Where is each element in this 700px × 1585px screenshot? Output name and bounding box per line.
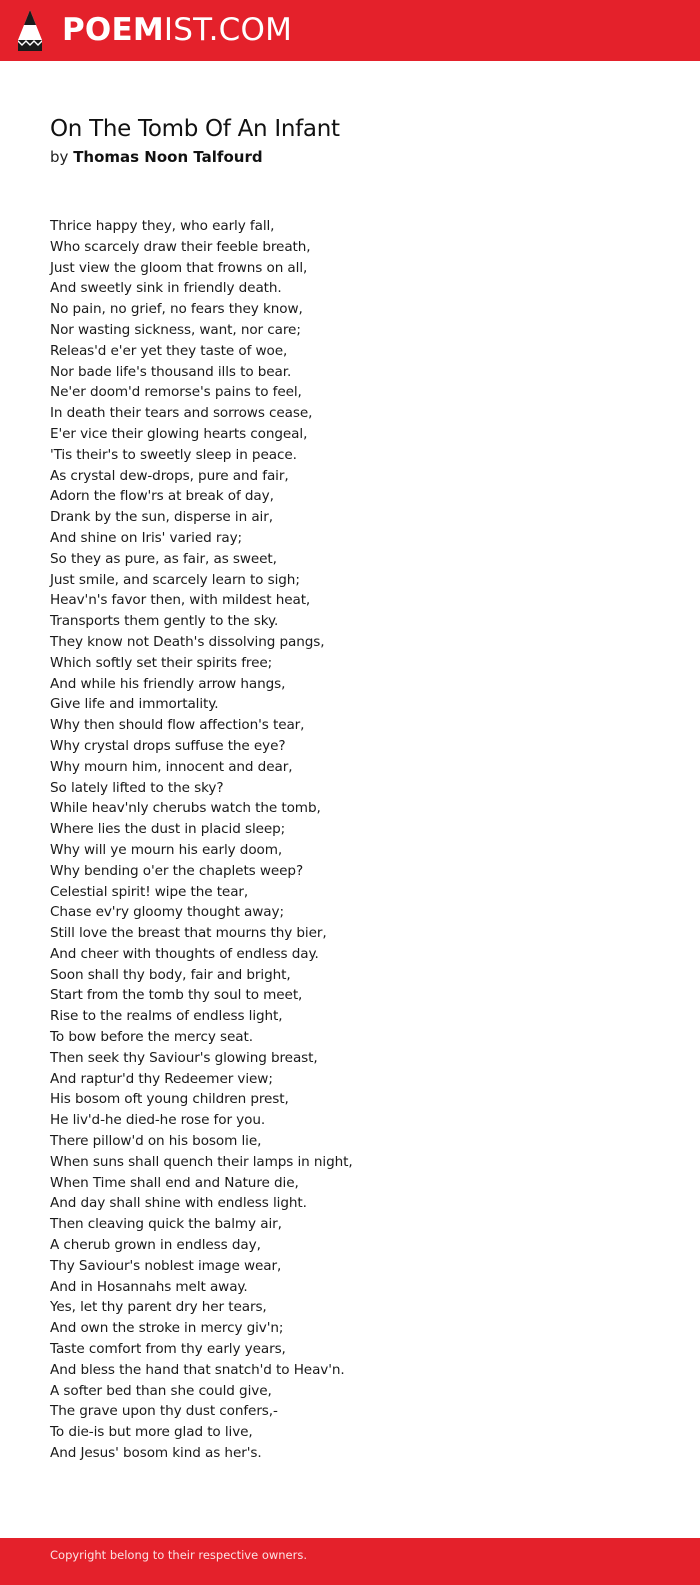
poem-line: Thy Saviour's noblest image wear, [50, 1257, 282, 1274]
poem-line: A cherub grown in endless day, [50, 1237, 261, 1254]
poem-line: He liv'd-he died-he rose for you. [50, 1112, 266, 1129]
poem-line: The grave upon thy dust confers,- [50, 1403, 278, 1420]
poem-line: Start from the tomb thy soul to meet, [50, 987, 303, 1004]
poem-line: Yes, let thy parent dry her tears, [50, 1299, 267, 1316]
poem-line: Thrice happy they, who early fall, [50, 218, 275, 234]
poem-line: Nor bade life's thousand ills to bear. [50, 363, 292, 380]
poem-line: And while his friendly arrow hangs, [50, 675, 286, 692]
poem-line: And shine on Iris' varied ray; [50, 529, 243, 546]
poem-line: Still love the breast that mourns thy bier, [50, 925, 327, 942]
poem-line: Drank by the sun, disperse in air, [50, 509, 273, 526]
poem-line: Just view the gloom that frowns on all, [50, 259, 308, 276]
poem-line: E'er vice their glowing hearts congeal, [50, 425, 308, 442]
poem-line: And day shall shine with endless light. [50, 1195, 307, 1212]
poem-title: On The Tomb Of An Infant [50, 116, 340, 142]
poem-line: Why then should flow affection's tear, [50, 717, 305, 734]
poem-line: In death their tears and sorrows cease, [50, 405, 313, 422]
site-footer [0, 1538, 700, 1585]
poem-line: When suns shall quench their lamps in night, [50, 1153, 353, 1170]
poem-line: Taste comfort from thy early years, [50, 1341, 286, 1358]
poem-line: They know not Death's dissolving pangs, [50, 633, 325, 650]
poem-line: Releas'd e'er yet they taste of woe, [50, 342, 288, 359]
poem-line: And in Hosannahs melt away. [50, 1278, 248, 1295]
poem-line: To die-is but more glad to live, [50, 1424, 253, 1441]
logo-bold-text: POEM [62, 12, 164, 48]
poem-line: Celestial spirit! wipe the tear, [50, 883, 249, 900]
poem-line: And sweetly sink in friendly death. [50, 280, 282, 297]
poem-line: Rise to the realms of endless light, [50, 1008, 283, 1025]
poem-line: Then seek thy Saviour's glowing breast, [50, 1049, 318, 1066]
poem-line: There pillow'd on his bosom lie, [50, 1133, 262, 1150]
poem-line: Why crystal drops suffuse the eye? [50, 737, 286, 754]
poem-line: A softer bed than she could give, [50, 1382, 272, 1399]
poem-body [50, 216, 353, 1464]
poem-line: Soon shall thy body, fair and bright, [50, 966, 291, 983]
poem-line: So they as pure, as fair, as sweet, [50, 550, 277, 567]
site-logo-link[interactable] [62, 12, 292, 48]
poem-line: Chase ev'ry gloomy thought away; [50, 904, 284, 921]
poem-line: Why bending o'er the chaplets weep? [50, 862, 304, 879]
poem-line: Then cleaving quick the balmy air, [50, 1216, 282, 1233]
poem-line: And own the stroke in mercy giv'n; [50, 1320, 284, 1337]
poem-line: Heav'n's favor then, with mildest heat, [50, 592, 311, 609]
poem-line: And bless the hand that snatch'd to Heav'n. [50, 1361, 345, 1378]
poem-line: Give life and immortality. [50, 696, 219, 713]
poem-line: 'Tis their's to sweetly sleep in peace. [50, 446, 297, 463]
pencil-logo-icon[interactable] [17, 10, 43, 51]
poem-line: And raptur'd thy Redeemer view; [50, 1070, 273, 1087]
poem-line: Transports them gently to the sky. [50, 613, 279, 630]
site-header [0, 0, 700, 61]
copyright-notice: Copyright belong to their respective owners. [50, 1548, 308, 1562]
poem-line: His bosom oft young children prest, [50, 1091, 289, 1108]
poem-byline [50, 147, 263, 167]
poem-line: To bow before the mercy seat. [50, 1029, 253, 1046]
poem-line: Why mourn him, innocent and dear, [50, 758, 293, 775]
author-link[interactable]: Thomas Noon Talfourd [73, 148, 263, 166]
poem-line: Adorn the flow'rs at break of day, [50, 488, 274, 505]
poem-line: Just smile, and scarcely learn to sigh; [50, 571, 300, 588]
poem-line: Where lies the dust in placid sleep; [50, 821, 286, 838]
poem-line: Ne'er doom'd remorse's pains to feel, [50, 384, 302, 401]
poem-line: So lately lifted to the sky? [50, 779, 224, 796]
poem-line: Why will ye mourn his early doom, [50, 841, 283, 858]
poem-line: While heav'nly cherubs watch the tomb, [50, 800, 321, 817]
logo-light-text: IST.COM [163, 12, 293, 48]
by-label: by [50, 148, 69, 166]
poem-line: Who scarcely draw their feeble breath, [50, 238, 311, 255]
poem-line: Which softly set their spirits free; [50, 654, 273, 671]
poem-line: No pain, no grief, no fears they know, [50, 301, 303, 318]
poem-line: And cheer with thoughts of endless day. [50, 945, 319, 962]
poem-line: When Time shall end and Nature die, [50, 1174, 299, 1191]
poem-line: Nor wasting sickness, want, nor care; [50, 321, 301, 338]
poem-line: And Jesus' bosom kind as her's. [50, 1445, 262, 1462]
poem-line: As crystal dew-drops, pure and fair, [50, 467, 289, 484]
